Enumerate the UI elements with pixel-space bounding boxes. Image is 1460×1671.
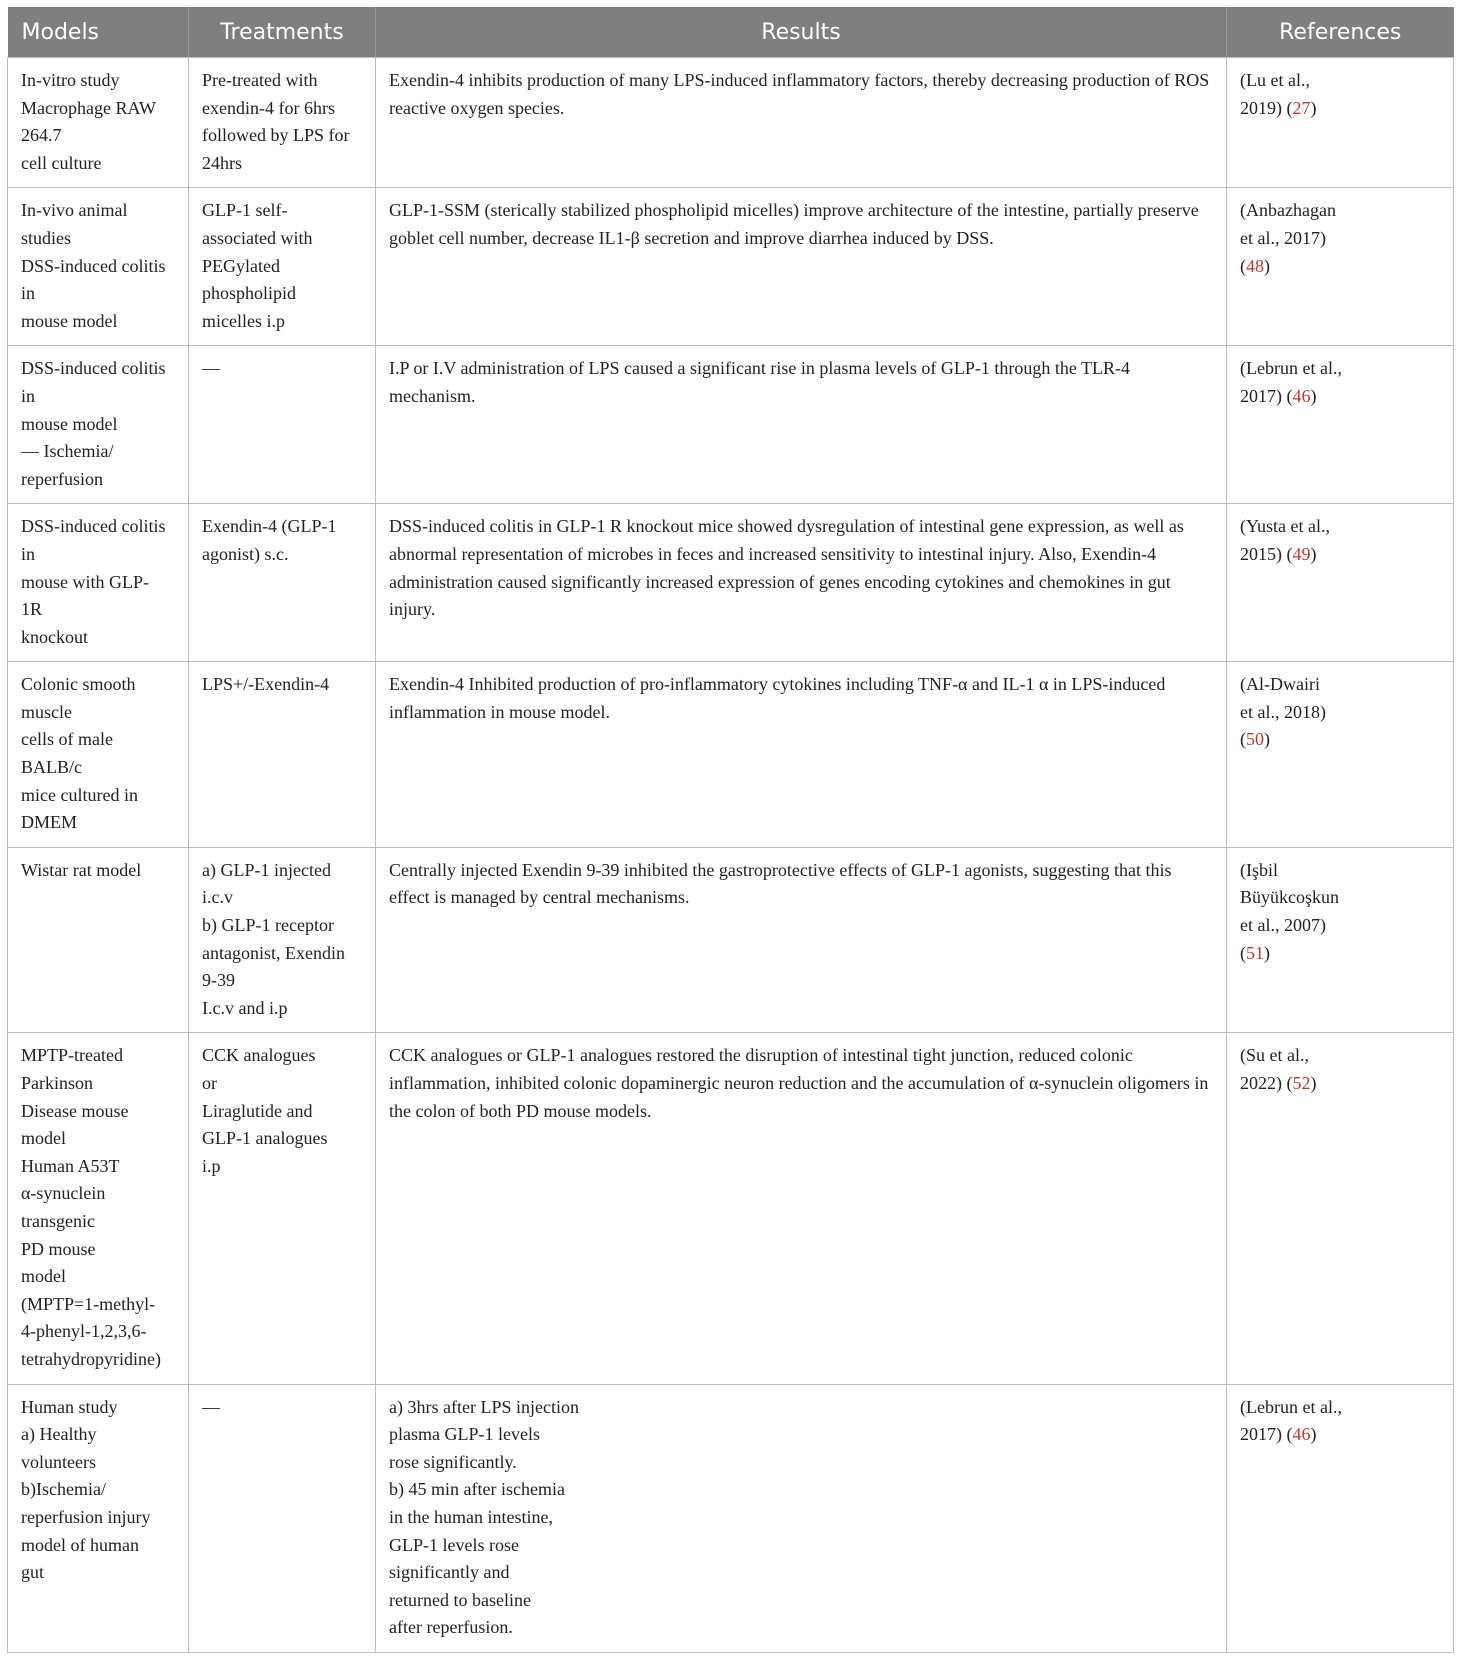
- reference-text: (Lu et al., 2019) (: [1240, 70, 1310, 118]
- reference-number-link[interactable]: 46: [1292, 385, 1311, 406]
- header-models: Models: [8, 7, 189, 58]
- reference-close: ): [1310, 543, 1317, 564]
- treatments-cell: Exendin-4 (GLP-1 agonist) s.c.: [189, 504, 376, 662]
- references-cell: [1227, 346, 1454, 504]
- models-cell: Colonic smooth muscle cells of male BALB/c mice cultured in DMEM: [8, 662, 189, 848]
- reference-text: (Su et al., 2022) (: [1240, 1045, 1309, 1093]
- glp1-studies-table: [7, 7, 1454, 1653]
- models-cell: MPTP-treated Parkinson Disease mouse model Human A53T α-synuclein transgenic PD mouse model (MPTP=1-methyl- 4-phenyl-1,2,3,6- tetrahydropyridine): [8, 1033, 189, 1384]
- references-cell: [1227, 188, 1454, 346]
- models-cell: In-vitro study Macrophage RAW 264.7 cell culture: [8, 58, 189, 188]
- treatments-cell: —: [189, 346, 376, 504]
- reference-number-link[interactable]: 49: [1292, 543, 1311, 564]
- header-treatments: Treatments: [189, 7, 376, 58]
- models-cell: Wistar rat model: [8, 847, 189, 1033]
- reference-close: ): [1310, 1073, 1317, 1093]
- reference-close: ): [1264, 255, 1270, 276]
- results-cell: I.P or I.V administration of LPS caused a significant rise in plasma levels of GLP-1 through the TLR-4 mechanism.: [376, 346, 1227, 504]
- table-row: [8, 662, 1454, 848]
- models-cell: In-vivo animal studies DSS-induced colitis in mouse model: [8, 188, 189, 346]
- reference-close: ): [1310, 1424, 1317, 1445]
- treatments-cell: a) GLP-1 injected i.c.v b) GLP-1 receptor antagonist, Exendin 9-39 I.c.v and i.p: [189, 847, 376, 1033]
- reference-close: ): [1310, 385, 1317, 406]
- references-cell: [1227, 58, 1454, 188]
- treatments-cell: —: [189, 1384, 376, 1652]
- reference-text: (Yusta et al., 2015) (: [1240, 516, 1330, 564]
- results-cell: Exendin-4 inhibits production of many LPS-induced inflammatory factors, thereby decreasing production of ROS reactive oxygen species.: [376, 58, 1227, 188]
- reference-number-link[interactable]: 52: [1292, 1073, 1311, 1093]
- reference-text: (Lebrun et al., 2017) (: [1240, 358, 1342, 406]
- reference-text: (Lebrun et al., 2017) (: [1240, 1396, 1342, 1445]
- results-cell: GLP-1-SSM (sterically stabilized phospholipid micelles) improve architecture of the intestine, partially preserve goblet cell number, decrease IL1-β secretion and improve diarrhea induced by DSS.: [376, 188, 1227, 346]
- table-row: [8, 188, 1454, 346]
- results-cell: a) 3hrs after LPS injection plasma GLP-1 levels rose significantly. b) 45 min after ischemia in the human intestine, GLP-1 levels rose significantly and returned to baseline after reperfusion.: [376, 1384, 1227, 1652]
- table-row: [8, 504, 1454, 662]
- references-cell: [1227, 1033, 1454, 1384]
- results-cell: Centrally injected Exendin 9-39 inhibited the gastroprotective effects of GLP-1 agonists, suggesting that this effect is managed by central mechanisms.: [376, 847, 1227, 1033]
- reference-close: ): [1264, 942, 1270, 963]
- models-cell: DSS-induced colitis in mouse with GLP- 1R knockout: [8, 504, 189, 662]
- results-cell: CCK analogues or GLP-1 analogues restored the disruption of intestinal tight junction, reduced colonic inflammation, inhibited colonic dopaminergic neuron reduction and the accumulation of α-synuclein oligomers in the colon of both PD mouse models.: [376, 1033, 1227, 1384]
- reference-close: ): [1310, 97, 1317, 118]
- results-table-container: [7, 7, 1453, 1653]
- results-cell: Exendin-4 Inhibited production of pro-inflammatory cytokines including TNF-α and IL-1 α in LPS-induced inflammation in mouse model.: [376, 662, 1227, 848]
- treatments-cell: Pre-treated with exendin-4 for 6hrs followed by LPS for 24hrs: [189, 58, 376, 188]
- reference-close: ): [1264, 729, 1270, 750]
- reference-text: (Işbil Büyükcoşkun et al., 2007) (: [1240, 859, 1339, 963]
- treatments-cell: CCK analogues or Liraglutide and GLP-1 analogues i.p: [189, 1033, 376, 1384]
- treatments-cell: LPS+/-Exendin-4: [189, 662, 376, 848]
- reference-number-link[interactable]: 51: [1246, 942, 1264, 963]
- models-cell: DSS-induced colitis in mouse model — Ischemia/ reperfusion: [8, 346, 189, 504]
- reference-number-link[interactable]: 48: [1246, 255, 1264, 276]
- header-results: Results: [376, 7, 1227, 58]
- header-row: [8, 7, 1454, 58]
- table-row: [8, 346, 1454, 504]
- reference-number-link[interactable]: 46: [1292, 1424, 1311, 1445]
- table-row: [8, 58, 1454, 188]
- table-row: [8, 1033, 1454, 1384]
- models-cell: Human study a) Healthy volunteers b)Ischemia/ reperfusion injury model of human gut: [8, 1384, 189, 1652]
- reference-number-link[interactable]: 50: [1246, 729, 1264, 750]
- references-cell: [1227, 847, 1454, 1033]
- references-cell: [1227, 504, 1454, 662]
- results-cell: DSS-induced colitis in GLP-1 R knockout mice showed dysregulation of intestinal gene expression, as well as abnormal representation of microbes in feces and increased sensitivity to intestinal injury. Also, Exendin-4 administration caused significantly increased expression of genes encoding cytokines and chemokines in gut injury.: [376, 504, 1227, 662]
- reference-number-link[interactable]: 27: [1292, 97, 1311, 118]
- table-row: [8, 1384, 1454, 1652]
- reference-text: (Anbazhagan et al., 2017) (: [1240, 200, 1336, 276]
- treatments-cell: GLP-1 self- associated with PEGylated phospholipid micelles i.p: [189, 188, 376, 346]
- references-cell: [1227, 662, 1454, 848]
- references-cell: [1227, 1384, 1454, 1652]
- reference-text: (Al-Dwairi et al., 2018) (: [1240, 674, 1326, 750]
- table-row: [8, 847, 1454, 1033]
- header-references: References: [1227, 7, 1454, 58]
